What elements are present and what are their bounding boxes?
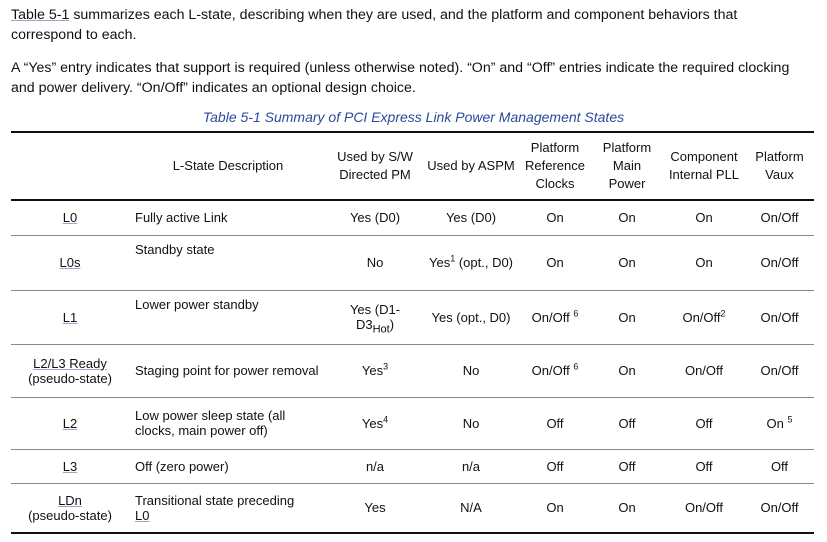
header-aspm: Used by ASPM: [423, 132, 519, 200]
table-row: [11, 200, 814, 235]
power-cell: On: [591, 290, 663, 344]
clocks-cell: [519, 344, 591, 397]
state-cell: [11, 449, 129, 483]
sw-pm-subscript: Hot: [372, 323, 390, 336]
header-vaux: Platform Vaux: [745, 132, 814, 200]
intro-paragraph-1: [11, 5, 811, 45]
state-cell: [11, 235, 129, 290]
table-row: [11, 344, 814, 397]
pll-cell: On: [663, 200, 745, 235]
power-cell: On: [591, 235, 663, 290]
sw-pm-cell: n/a: [327, 449, 423, 483]
intro-paragraph-1-text: summarizes each L-state, describing when they are used, and the platform and component behaviors that correspond to each.: [11, 7, 738, 43]
footnote-ref[interactable]: 5: [787, 414, 793, 425]
vaux-cell: On/Off: [745, 200, 814, 235]
footnote-ref[interactable]: 1: [450, 253, 456, 264]
table-header-row: [11, 132, 814, 200]
table-caption: Table 5-1 Summary of PCI Express Link Power Management States: [202, 109, 625, 125]
vaux-text: On: [766, 415, 784, 431]
l0-link[interactable]: L0: [135, 507, 150, 523]
state-cell: [11, 483, 129, 533]
state-cell: [11, 397, 129, 449]
clocks-cell: Off: [519, 397, 591, 449]
header-main-power: Platform Main Power: [591, 132, 663, 200]
clocks-text: On/Off: [531, 363, 570, 378]
header-internal-pll: Component Internal PLL: [663, 132, 745, 200]
description-cell: Staging point for power removal: [129, 344, 327, 397]
clocks-text: On/Off: [531, 309, 570, 325]
table-row: [11, 235, 814, 290]
power-cell: Off: [591, 449, 663, 483]
table-reference-link[interactable]: Table 5-1: [11, 7, 70, 23]
table-row: [11, 290, 814, 344]
header-reference-clocks: Platform Reference Clocks: [519, 132, 591, 200]
pll-cell: On: [663, 235, 745, 290]
state-link[interactable]: L2: [62, 415, 78, 431]
state-link[interactable]: L3: [62, 458, 78, 474]
table-row: [11, 483, 814, 533]
power-cell: On: [591, 344, 663, 397]
description-cell: [129, 483, 327, 533]
vaux-cell: [745, 397, 814, 449]
table-row: [11, 397, 814, 449]
vaux-cell: On/Off: [745, 235, 814, 290]
header-state: [11, 132, 129, 200]
aspm-cell: No: [423, 344, 519, 397]
pll-cell: On/Off: [663, 344, 745, 397]
state-link[interactable]: L0: [62, 210, 78, 226]
pll-cell: Off: [663, 397, 745, 449]
footnote-ref[interactable]: 6: [573, 308, 579, 319]
sw-pm-text: Yes (D1-D3: [349, 302, 401, 332]
header-sw-directed-pm: Used by S/W Directed PM: [327, 132, 423, 200]
clocks-cell: [519, 290, 591, 344]
pll-text: On/Off: [682, 309, 721, 325]
sw-pm-cell: No: [327, 235, 423, 290]
pll-cell: [663, 290, 745, 344]
description-cell: Off (zero power): [129, 449, 327, 483]
pll-cell: Off: [663, 449, 745, 483]
footnote-ref[interactable]: 3: [383, 361, 389, 372]
link-power-states-table: [11, 131, 814, 534]
power-cell: On: [591, 483, 663, 533]
table-row: [11, 449, 814, 483]
sw-pm-text-end: ): [389, 317, 395, 332]
aspm-cell: Yes (opt., D0): [423, 290, 519, 344]
vaux-cell: Off: [745, 449, 814, 483]
description-cell: Fully active Link: [129, 200, 327, 235]
clocks-cell: On: [519, 200, 591, 235]
state-cell: [11, 200, 129, 235]
power-cell: On: [591, 200, 663, 235]
sw-pm-cell: [327, 397, 423, 449]
clocks-cell: Off: [519, 449, 591, 483]
vaux-cell: On/Off: [745, 483, 814, 533]
aspm-cell: Yes (D0): [423, 200, 519, 235]
state-link[interactable]: L1: [62, 309, 78, 325]
state-link[interactable]: L2/L3 Ready: [33, 355, 107, 371]
state-note: (pseudo-state): [28, 507, 112, 523]
footnote-ref[interactable]: 2: [720, 308, 726, 319]
state-link[interactable]: LDn: [58, 492, 82, 508]
clocks-cell: On: [519, 483, 591, 533]
state-link[interactable]: L0s: [59, 255, 81, 270]
description-cell: Standby state: [129, 235, 327, 290]
footnote-ref[interactable]: 6: [573, 361, 579, 372]
power-cell: Off: [591, 397, 663, 449]
sw-pm-text: Yes: [361, 363, 384, 378]
vaux-cell: On/Off: [745, 290, 814, 344]
vaux-cell: On/Off: [745, 344, 814, 397]
aspm-cell: N/A: [423, 483, 519, 533]
clocks-cell: On: [519, 235, 591, 290]
aspm-text-rest: (opt., D0): [455, 255, 514, 270]
state-cell: [11, 290, 129, 344]
description-text: Transitional state preceding: [135, 492, 295, 508]
header-description: L-State Description: [129, 132, 327, 200]
state-cell: [11, 344, 129, 397]
sw-pm-text: Yes: [361, 415, 384, 431]
intro-paragraph-2: A “Yes” entry indicates that support is required (unless otherwise noted). “On” and “Off” entries indicate the required clocking and power delivery. “On/Off” indicates an optional design choice.: [11, 60, 790, 96]
description-cell: Lower power standby: [129, 290, 327, 344]
sw-pm-cell: Yes (D0): [327, 200, 423, 235]
description-cell: Low power sleep state (all clocks, main power off): [129, 397, 327, 449]
sw-pm-cell: Yes: [327, 483, 423, 533]
aspm-cell: n/a: [423, 449, 519, 483]
aspm-cell: No: [423, 397, 519, 449]
aspm-cell: [423, 235, 519, 290]
state-note: (pseudo-state): [28, 370, 112, 386]
pll-cell: On/Off: [663, 483, 745, 533]
sw-pm-cell: [327, 344, 423, 397]
footnote-ref[interactable]: 4: [383, 414, 389, 425]
aspm-text: Yes: [428, 255, 451, 270]
sw-pm-cell: [327, 290, 423, 344]
